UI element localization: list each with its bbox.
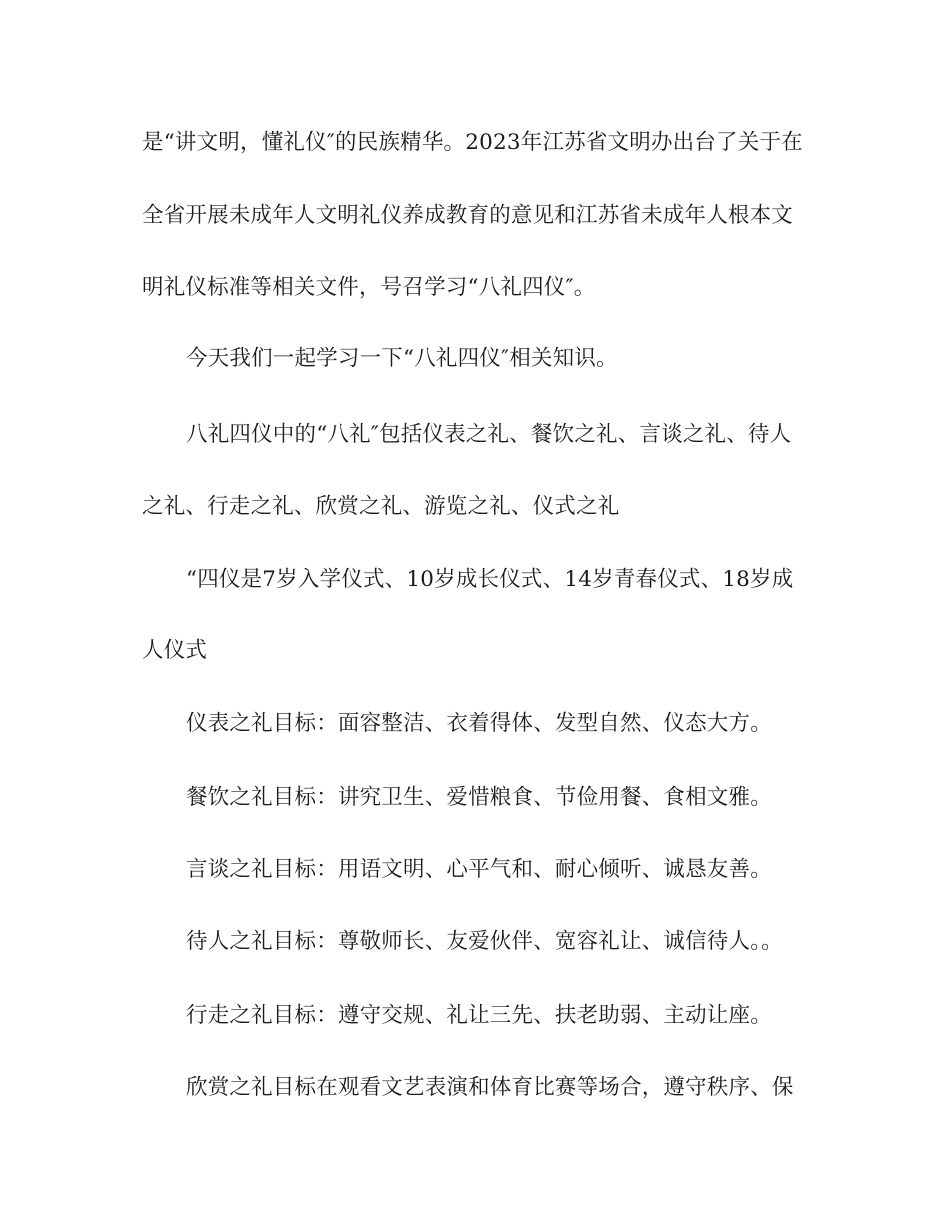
paragraph-line: 餐饮之礼目标：讲究卫生、爱惜粮食、节俭用餐、食相文雅。 [186,785,772,810]
paragraph-line: 明礼仪标准等相关文件，号召学习“八礼四仪″。 [142,275,596,300]
paragraph-line: 行走之礼目标：遵守交规、礼让三先、扶老助弱、主动让座。 [186,1003,772,1028]
paragraph-line: “四仪是7岁入学仪式、10岁成长仪式、14岁青春仪式、18岁成 [186,567,794,592]
paragraph-line: 八礼四仪中的“八礼″包括仪表之礼、餐饮之礼、言谈之礼、待人 [186,422,792,447]
paragraph-line: 之礼、行走之礼、欣赏之礼、游览之礼、仪式之礼 [142,494,620,519]
paragraph-line: 人仪式 [142,638,208,663]
paragraph-line: 今天我们一起学习一下“八礼四仪″相关知识。 [186,346,618,371]
paragraph-line: 待人之礼目标：尊敬师长、友爱伙伴、宽容礼让、诚信待人。。 [186,929,783,954]
paragraph-line: 是“讲文明，懂礼仪″的民族精华。2023年江苏省文明办出台了关于在 [142,130,803,155]
paragraph-line: 欣赏之礼目标在观看文艺表演和体育比赛等场合，遵守秩序、保 [186,1075,794,1100]
paragraph-line: 仪表之礼目标：面容整洁、衣着得体、发型自然、仪态大方。 [186,711,772,736]
paragraph-line: 全省开展未成年人文明礼仪养成教育的意见和江苏省未成年人根本文 [142,203,794,228]
paragraph-line: 言谈之礼目标：用语文明、心平气和、耐心倾听、诚恳友善。 [186,857,772,882]
